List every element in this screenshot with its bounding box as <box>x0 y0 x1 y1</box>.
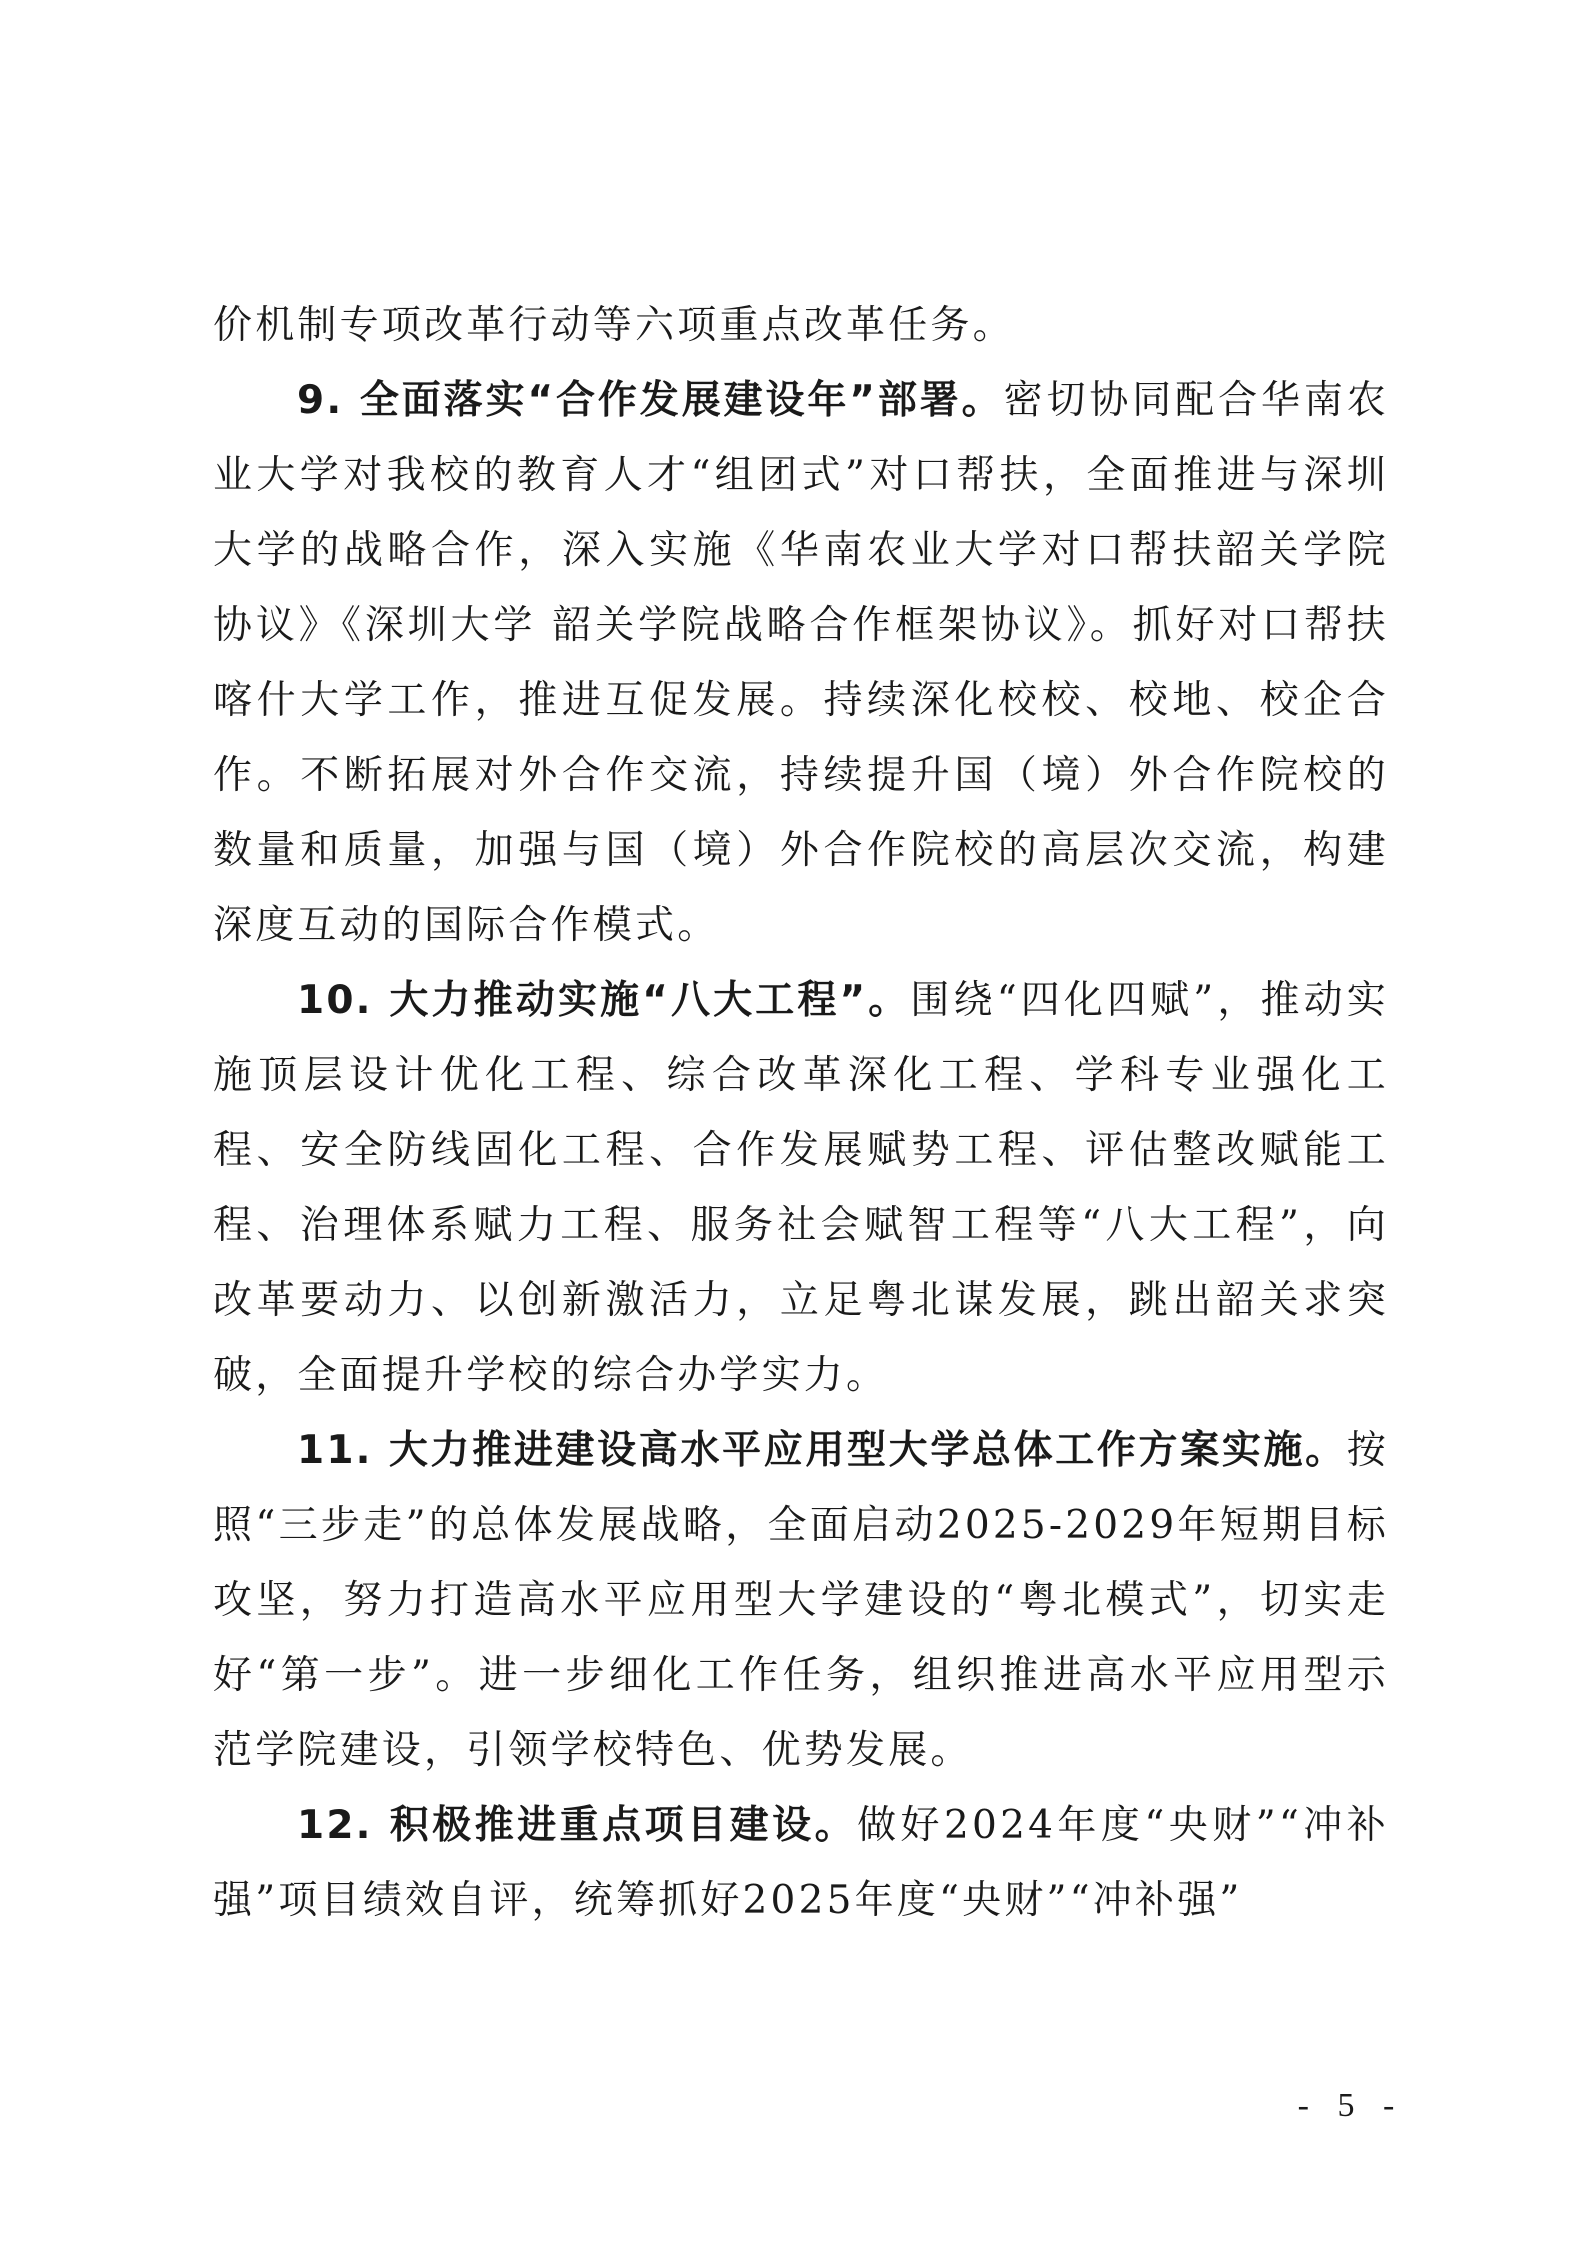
section-11-heading: 11. 大力推进建设高水平应用型大学总体工作方案实施。 <box>297 1428 1347 1473</box>
section-9-heading: 9. 全面落实“合作发展建设年”部署。 <box>297 378 1004 423</box>
page-number: - 5 - <box>1297 2087 1405 2124</box>
section-10-paragraph <box>213 963 1389 1413</box>
section-11-paragraph <box>213 1413 1389 1788</box>
section-12-heading: 12. 积极推进重点项目建设。 <box>297 1803 858 1848</box>
section-11-text: 按照“三步走”的总体发展战略，全面启动2025-2029年短期目标攻坚，努力打造高水平应用型大学建设的“粤北模式”，切实走好“第一步”。进一步细化工作任务，组织推进高水平应用型示范学院建设，引领学校特色、优势发展。 <box>213 1428 1389 1773</box>
section-10-text: 围绕“四化四赋”，推动实施顶层设计优化工程、综合改革深化工程、学科专业强化工程、安全防线固化工程、合作发展赋势工程、评估整改赋能工程、治理体系赋力工程、服务社会赋智工程等“八大工程”，向改革要动力、以创新激活力，立足粤北谋发展，跳出韶关求突破，全面提升学校的综合办学实力。 <box>213 978 1389 1398</box>
section-12-paragraph <box>213 1788 1389 1938</box>
section-12-text: 做好2024年度“央财”“冲补强”项目绩效自评，统筹抓好2025年度“央财”“冲补强” <box>213 1803 1389 1923</box>
section-9-paragraph <box>213 363 1389 963</box>
section-9-text: 密切协同配合华南农业大学对我校的教育人才“组团式”对口帮扶，全面推进与深圳大学的战略合作，深入实施《华南农业大学对口帮扶韶关学院协议》《深圳大学 韶关学院战略合作框架协议》。抓好对口帮扶喀什大学工作，推进互促发展。持续深化校校、校地、校企合作。不断拓展对外合作交流，持续提升国（境）外合作院校的数量和质量，加强与国（境）外合作院校的高层次交流，构建深度互动的国际合作模式。 <box>213 378 1389 948</box>
document-body <box>213 288 1389 1938</box>
continuation-paragraph: 价机制专项改革行动等六项重点改革任务。 <box>213 303 1015 348</box>
section-10-heading: 10. 大力推动实施“八大工程”。 <box>297 978 911 1023</box>
